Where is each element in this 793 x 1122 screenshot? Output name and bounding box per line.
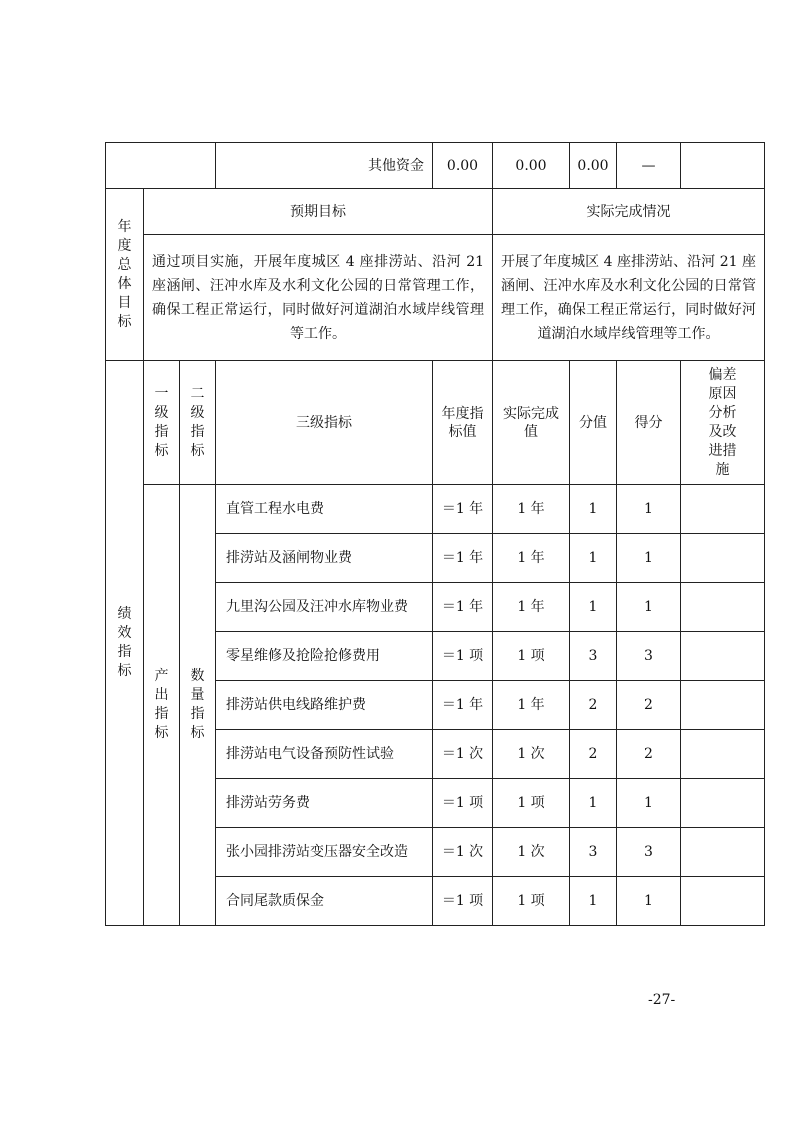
fund-row — [106, 143, 765, 189]
fund-value-5 — [681, 143, 765, 189]
header-target: 年度指标值 — [433, 361, 493, 485]
row-value: 1 — [570, 779, 617, 828]
row-target: ＝1 项 — [433, 877, 493, 926]
row-name: 九里沟公园及汪冲水库物业费 — [216, 583, 433, 632]
row-score: 1 — [617, 583, 681, 632]
row-actual: 1 项 — [493, 779, 570, 828]
row-note — [681, 681, 765, 730]
expected-goal-text — [144, 235, 493, 361]
expected-goal-header: 预期目标 — [144, 189, 493, 235]
row-note — [681, 828, 765, 877]
performance-section-label: 绩效指标 — [106, 361, 144, 926]
row-note — [681, 730, 765, 779]
row-value: 1 — [570, 534, 617, 583]
row-score: 2 — [617, 681, 681, 730]
row-score: 1 — [617, 877, 681, 926]
row-note — [681, 534, 765, 583]
row-actual: 1 项 — [493, 632, 570, 681]
header-deviation: 偏差原因分析及改进措施 — [681, 361, 765, 485]
row-score: 1 — [617, 534, 681, 583]
fund-value-1: 0.00 — [433, 143, 493, 189]
expected-goal-paragraph: 通过项目实施，开展年度城区 4 座排涝站、沿河 21 座涵闸、汪冲水库及水利文化公园的日常管理工作，确保工程正常运行，同时做好河道湖泊水域岸线管理等工作。 — [152, 253, 485, 342]
row-actual: 1 次 — [493, 828, 570, 877]
row-target: ＝1 次 — [433, 828, 493, 877]
fund-label: 其他资金 — [216, 143, 433, 189]
row-note — [681, 632, 765, 681]
row-value: 1 — [570, 877, 617, 926]
actual-completion-paragraph: 开展了年度城区 4 座排涝站、沿河 21 座涵闸、汪冲水库及水利文化公园的日常管理工作，确保工程正常运行，同时做好河道湖泊水域岸线管理等工作。 — [501, 253, 757, 342]
row-value: 2 — [570, 681, 617, 730]
row-target: ＝1 项 — [433, 632, 493, 681]
row-name: 直管工程水电费 — [216, 485, 433, 534]
row-target: ＝1 年 — [433, 534, 493, 583]
header-level1: 一级指标 — [144, 361, 180, 485]
row-name: 张小园排涝站变压器安全改造 — [216, 828, 433, 877]
actual-completion-header: 实际完成情况 — [493, 189, 765, 235]
row-value: 3 — [570, 632, 617, 681]
row-score: 3 — [617, 828, 681, 877]
header-score-value: 分值 — [570, 361, 617, 485]
row-actual: 1 次 — [493, 730, 570, 779]
row-actual: 1 项 — [493, 877, 570, 926]
row-value: 3 — [570, 828, 617, 877]
row-name: 排涝站劳务费 — [216, 779, 433, 828]
row-name: 排涝站电气设备预防性试验 — [216, 730, 433, 779]
row-target: ＝1 次 — [433, 730, 493, 779]
row-value: 1 — [570, 583, 617, 632]
header-level2: 二级指标 — [180, 361, 216, 485]
row-name: 排涝站及涵闸物业费 — [216, 534, 433, 583]
row-actual: 1 年 — [493, 534, 570, 583]
row-note — [681, 779, 765, 828]
annual-goal-content-row — [106, 235, 765, 361]
header-score: 得分 — [617, 361, 681, 485]
row-target: ＝1 项 — [433, 779, 493, 828]
performance-header-row — [106, 361, 765, 485]
header-actual: 实际完成值 — [493, 361, 570, 485]
page-number: -27- — [648, 992, 676, 1008]
fund-value-4: — — [617, 143, 681, 189]
fund-row-blank — [106, 143, 216, 189]
row-actual: 1 年 — [493, 583, 570, 632]
row-target: ＝1 年 — [433, 681, 493, 730]
level1-value: 产出指标 — [144, 485, 180, 926]
actual-completion-text — [493, 235, 765, 361]
row-note — [681, 877, 765, 926]
table-row — [106, 485, 765, 534]
row-target: ＝1 年 — [433, 583, 493, 632]
row-value: 2 — [570, 730, 617, 779]
row-target: ＝1 年 — [433, 485, 493, 534]
annual-goal-header-row — [106, 189, 765, 235]
row-name: 排涝站供电线路维护费 — [216, 681, 433, 730]
level2-value: 数量指标 — [180, 485, 216, 926]
performance-table — [105, 142, 765, 926]
row-score: 1 — [617, 779, 681, 828]
row-name: 零星维修及抢险抢修费用 — [216, 632, 433, 681]
fund-value-3: 0.00 — [570, 143, 617, 189]
row-value: 1 — [570, 485, 617, 534]
fund-value-2: 0.00 — [493, 143, 570, 189]
annual-goal-section-label: 年度总体目标 — [106, 189, 144, 361]
row-actual: 1 年 — [493, 485, 570, 534]
row-note — [681, 583, 765, 632]
header-level3: 三级指标 — [216, 361, 433, 485]
row-name: 合同尾款质保金 — [216, 877, 433, 926]
row-actual: 1 年 — [493, 681, 570, 730]
row-score: 1 — [617, 485, 681, 534]
row-note — [681, 485, 765, 534]
row-score: 2 — [617, 730, 681, 779]
row-score: 3 — [617, 632, 681, 681]
